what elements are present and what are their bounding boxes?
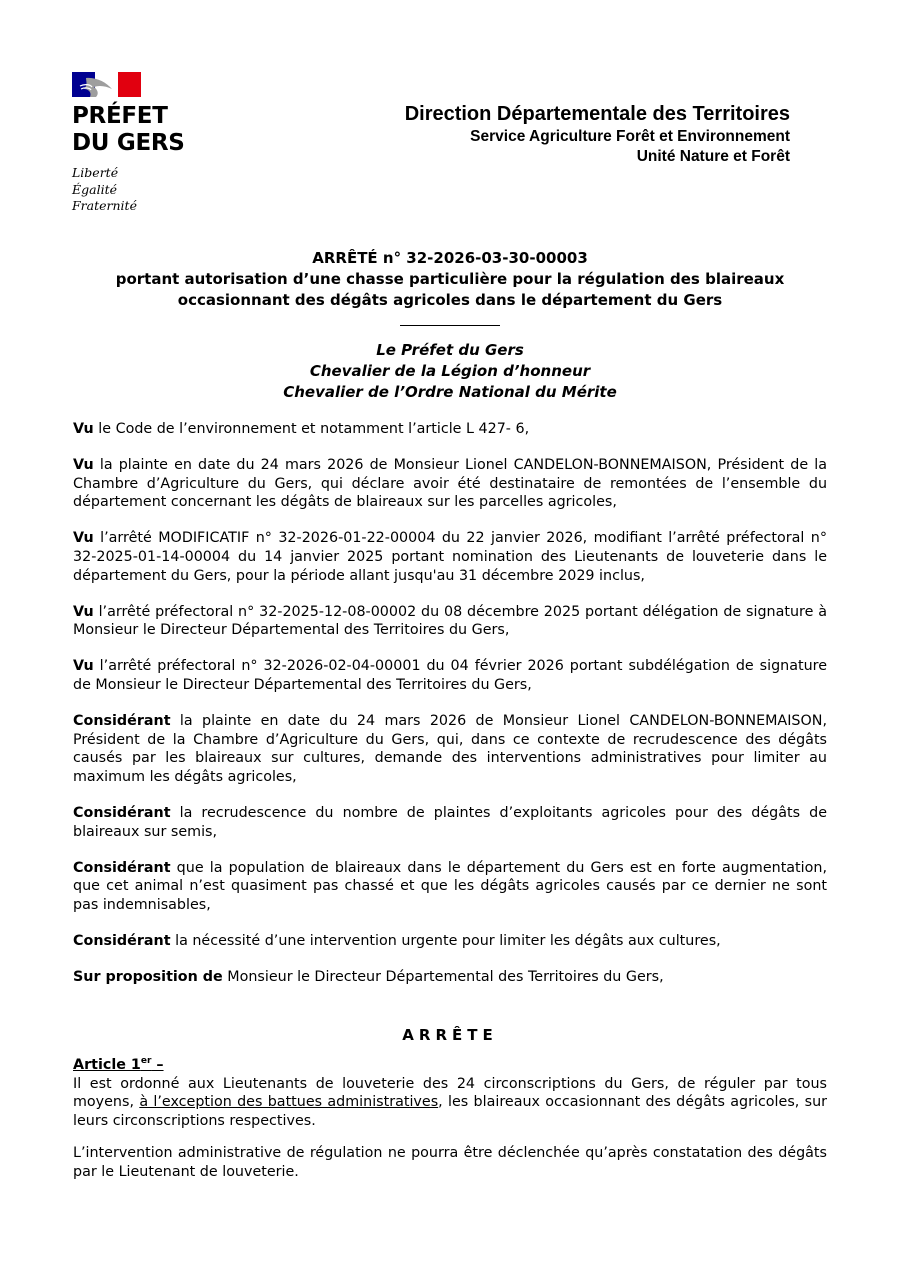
paragraph-text: la nécessité d’une intervention urgente pour limiter les dégâts aux cultures, bbox=[170, 932, 721, 949]
paragraph-text: le Code de l’environnement et notamment l’article L 427- 6, bbox=[93, 421, 530, 437]
motto-egalite: Égalité bbox=[72, 181, 117, 197]
prefet-name: Le Préfet du Gers bbox=[376, 341, 524, 359]
paragraph-text: l’arrêté préfectoral n° 32-2026-02-04-00001 du 04 février 2026 portant subdélégation de signature de Monsieur le Directeur Départemental des Territoires du Gers, bbox=[73, 658, 827, 693]
paragraph-lead: Vu bbox=[73, 658, 94, 675]
paragraph-lead: Vu bbox=[73, 421, 94, 437]
article-1-heading bbox=[73, 1052, 827, 1074]
paragraph-lead: Considérant bbox=[73, 932, 171, 949]
decree-title bbox=[60, 248, 840, 311]
paragraph-proposition bbox=[73, 968, 827, 987]
prefet-distinction-1: Chevalier de la Légion d’honneur bbox=[309, 362, 591, 380]
paragraph-considerant-4 bbox=[73, 932, 827, 951]
motto-liberte: Liberté bbox=[72, 165, 119, 180]
prefet-distinction-2: Chevalier de l’Ordre National du Mérite bbox=[283, 383, 617, 401]
article-1-paragraph-2: L’intervention administrative de régulation ne pourra être déclenchée qu’après constatation des dégâts par le Lieutenant de louveterie. bbox=[73, 1145, 827, 1180]
paragraph-lead: Considérant bbox=[73, 713, 171, 730]
arrete-heading: ARRÊTE bbox=[402, 1025, 498, 1044]
title-divider bbox=[400, 325, 500, 326]
article-1-dash: – bbox=[151, 1056, 164, 1073]
paragraph-text: Monsieur le Directeur Départemental des Territoires du Gers, bbox=[222, 968, 664, 985]
paragraph-considerant-2 bbox=[73, 804, 827, 841]
header-unit: Unité Nature et Forêt bbox=[636, 148, 790, 165]
paragraph-text: la plainte en date du 24 mars 2026 de Monsieur Lionel CANDELON-BONNEMAISON, Président de la Chambre d’Agriculture du Gers, qui déclare avoir été destinataire de remontées de l’ensemble du département concernant les dégâts de blaireaux sur les parcelles agricoles, bbox=[73, 457, 827, 511]
paragraph-vu-2 bbox=[73, 456, 827, 512]
logo-title-line2: DU GERS bbox=[72, 130, 185, 156]
paragraph-vu-4 bbox=[73, 603, 827, 640]
paragraph-considerant-1 bbox=[73, 712, 827, 786]
paragraph-lead: Sur proposition de bbox=[73, 968, 223, 985]
decree-number: ARRÊTÉ n° 32-2026-03-30-00003 bbox=[312, 249, 588, 267]
header-service: Service Agriculture Forêt et Environnement bbox=[470, 128, 790, 145]
paragraph-text: que la population de blaireaux dans le département du Gers est en forte augmentation, que cet animal n’est quasiment pas chassé et que les dégâts agricoles causés par ce dernier ne sont pas indemnisables, bbox=[73, 859, 827, 913]
logo-motto bbox=[72, 165, 137, 215]
paragraph-vu-5 bbox=[73, 657, 827, 694]
article-1-text-after: , les blaireaux occasionnant des dégâts agricoles, sur leurs circonscriptions respectives. bbox=[73, 1094, 828, 1129]
motto-fraternite: Fraternité bbox=[72, 198, 137, 213]
paragraph-text: l’arrêté préfectoral n° 32-2025-12-08-00002 du 08 décembre 2025 portant délégation de signature à Monsieur le Directeur Départemental des Territoires du Gers, bbox=[73, 603, 827, 639]
paragraph-vu-1 bbox=[73, 420, 827, 439]
prefet-block bbox=[60, 340, 840, 403]
marianne-logo-icon bbox=[72, 72, 141, 97]
paragraph-text: la plainte en date du 24 mars 2026 de Monsieur Lionel CANDELON-BONNEMAISON, Président de la Chambre d’Agriculture du Gers, qui, dans ce contexte de recrudescence des dégâts causés par les blaireaux sur cultures, demande des interventions administratives pour limiter au maximum les dégâts agricoles, bbox=[73, 713, 827, 785]
decree-body bbox=[73, 420, 827, 1199]
logo-title bbox=[72, 103, 185, 157]
logo-title-line1: PRÉFET bbox=[72, 103, 168, 129]
article-1-label: Article 1 bbox=[73, 1056, 141, 1073]
paragraph-text: la recrudescence du nombre de plaintes d’exploitants agricoles pour des dégâts de blaireaux sur semis, bbox=[73, 804, 827, 840]
paragraph-vu-3 bbox=[73, 529, 827, 585]
article-1-paragraph-1 bbox=[73, 1075, 827, 1131]
decree-subject: portant autorisation d’une chasse particulière pour la régulation des blaireaux occasionnant des dégâts agricoles dans le département du Gers bbox=[115, 270, 785, 309]
article-1-text-before: Il est ordonné aux Lieutenants de louveterie des 24 circonscriptions du Gers, de réguler par tous moyens, bbox=[73, 1075, 827, 1111]
paragraph-lead: Vu bbox=[73, 457, 94, 474]
paragraph-lead: Considérant bbox=[73, 859, 171, 876]
paragraph-lead: Vu bbox=[73, 603, 94, 620]
paragraph-lead: Vu bbox=[73, 530, 94, 547]
article-1-underlined-text: à l’exception des battues administratives bbox=[139, 1094, 439, 1111]
header-direction: Direction Départementale des Territoires bbox=[404, 103, 790, 125]
paragraph-lead: Considérant bbox=[73, 804, 171, 821]
paragraph-text: l’arrêté MODIFICATIF n° 32-2026-01-22-00004 du 22 janvier 2026, modifiant l’arrêté préfectoral n° 32-2025-01-14-00004 du 14 janvier 2025 portant nomination des Lieutenants de louveterie dans le département du Gers, pour la période allant jusqu'au 31 décembre 2029 inclus, bbox=[73, 530, 827, 584]
article-1-sup: er bbox=[140, 1056, 152, 1067]
paragraph-considerant-3 bbox=[73, 859, 827, 915]
